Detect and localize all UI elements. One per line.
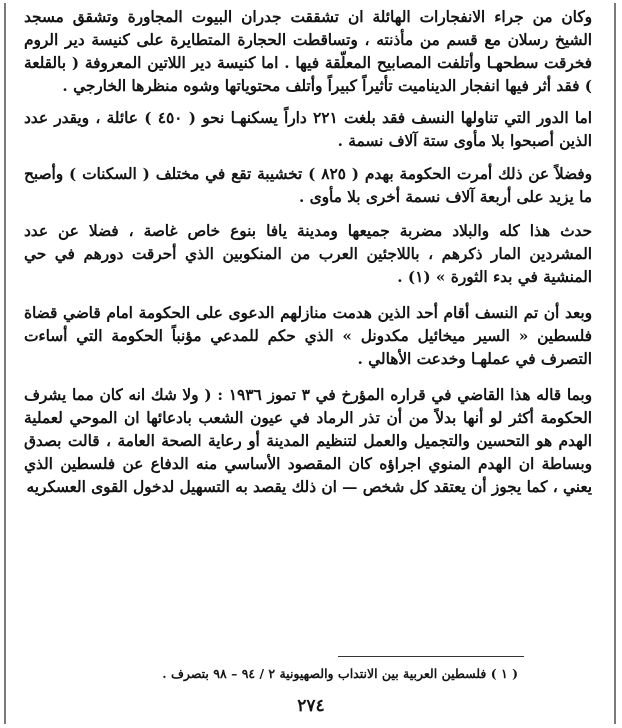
paragraph-lawsuit: وبعد أن تم النسف أقام أحد الذين هدمت منازلهم الدعوى على الحكومة امام قاضي قضاة فلسطين « السير ميخائيل مكدونل » الذي حكم للمدعي مؤنباً الحكومة التي أساءت التصرف في عملهـا وخدعت الأهالي . [24,304,592,368]
document-page [24,6,592,499]
paragraph-explosions: وكان من جراء الانفجارات الهائلة ان تشققت جدران البيوت المجاورة وتشقق مسجد الشيخ رسلان مع قسم من مأذنته ، وتساقطت الحجارة المتطايرة على كنيسة دير الروم فخرقت سطحهـا وأتلفت المصابيح المعلّقة فيها . اما كنيسة دير اللاتين المعروفة ( بالقلعة ) فقد أثر فيها انفجار الديناميت تأثيراً كبيراً وأتلف محتوياتها وشوه منظرها الخارجي . [24,8,592,95]
paragraph-strike-refugees: حدث هذا كله والبلاد مضربة جميعها ومدينة يافا بنوع خاص غاصة ، فضلا عن عدد المشردين المار ذكرهم ، باللاجئين العرب من المنكوبين الذي أحرقت دورهم في حي المنشية في بدء الثورة » (١) . [24,222,592,286]
paragraph-demolished-houses: اما الدور التي تناولها النسف فقد بلغت ٢٢١ داراً يسكنهـا نحو ( ٤٥٠ ) عائلة ، ويقدر عدد الذين أصبحوا بلا مأوى ستة آلاف نسمة . [24,109,592,150]
paragraph-judge-ruling: وبما قاله هذا القاضي في قراره المؤرخ في ٣ تموز ١٩٣٦ : ( ولا شك انه كان مما يشرف الحكومة أكثر لو أنها بدلاً من أن تذر الرماد في عيون الشعب بادعائها ان الموحي لعملية الهدم هو التحسين والتجميل والعمل لتنظيم المدينة أو رعاية الصحة العامة ، قالت بصدق وبساطة ان الهدم المنوي اجراؤه كان المقصود الأساسي منه الدفاع عن فلسطين الذي يعني ، كما يجوز أن يعتقد كل شخص — ان ذلك يقصد به التسهيل لدخول القوى العسكريه [24,386,592,496]
paragraph-huts-demolition: وفضلاً عن ذلك أمرت الحكومة بهدم ( ٨٢٥ ) تخشيبة تقع في مختلف ( السكنات ) وأصبح ما يزيد على أربعة آلاف نسمة أخرى بلا مأوى . [24,165,592,206]
page-number: ٢٧٤ [297,696,325,716]
footnote: ( ١ ) فلسطين العربية بين الانتداب والصهيونية ٢ / ٩٤ – ٩٨ بتصرف . [162,666,518,681]
footnote-separator [338,656,524,657]
